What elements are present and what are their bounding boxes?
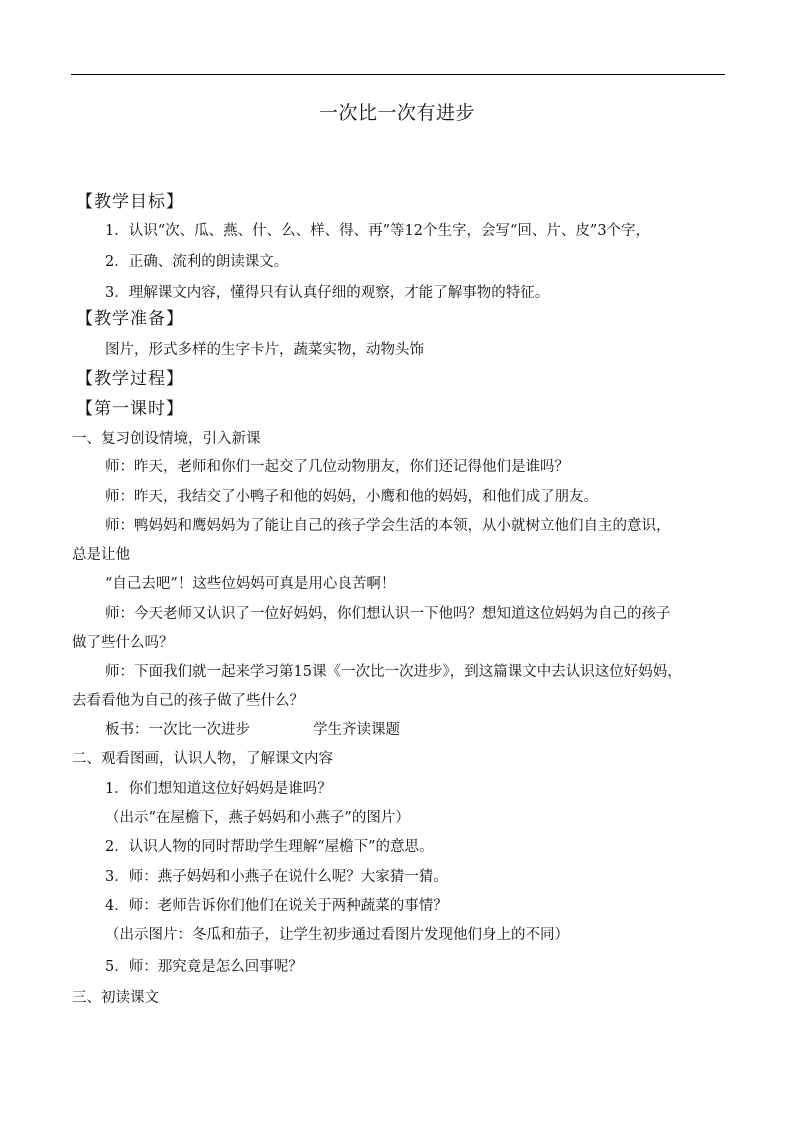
board-writing-action: 学生齐读课题: [313, 722, 400, 738]
section-1-line-9: 去看看他为自己的孩子做了些什么？: [72, 693, 304, 709]
section-2-line-1: 1．你们想知道这位好妈妈是谁吗？: [105, 781, 332, 797]
document-title: 一次比一次有进步: [318, 102, 475, 124]
section-1-line-4: 总是让他: [72, 547, 130, 563]
section-2-line-7: 5．师：那究竟是怎么回事呢？: [105, 959, 303, 975]
section-2-line-6: （出示图片：冬瓜和茄子，让学生初步通过看图片发现他们身上的不同）: [105, 927, 569, 943]
section-1-line-5: “自己去吧”！这些位妈妈可真是用心良苦啊！: [105, 576, 396, 592]
section-1-line-1: 师：昨天，老师和你们一起交了几位动物朋友，你们还记得他们是谁吗？: [105, 459, 569, 475]
header-rule: [71, 74, 725, 75]
section-2-title: 二、观看图画，认识人物，了解课文内容: [72, 751, 333, 767]
section-2-line-2: （出示“在屋檐下，燕子妈妈和小燕子”的图片）: [105, 810, 410, 826]
section-1-line-8: 师：下面我们就一起来学习第15课《一次比一次进步》，到这篇课文中去认识这位好妈妈，: [105, 664, 682, 680]
goal-item-3: 3．理解课文内容，懂得只有认真仔细的观察，才能了解事物的特征。: [105, 285, 550, 301]
board-writing-label: 板书：一次比一次进步: [105, 722, 250, 738]
heading-lesson-one: 【第一课时】: [76, 399, 184, 419]
heading-teaching-prep: 【教学准备】: [76, 309, 184, 329]
section-3-title: 三、初读课文: [72, 990, 159, 1006]
heading-teaching-process: 【教学过程】: [76, 369, 184, 389]
section-1-line-3: 师：鸭妈妈和鹰妈妈为了能让自己的孩子学会生活的本领，从小就树立他们自主的意识，: [105, 518, 671, 534]
section-2-line-5: 4．师：老师告诉你们他们在说关于两种蔬菜的事情？: [105, 898, 448, 914]
goal-item-1: 1．认识“次、瓜、燕、什、么、样、得、再”等12个生字，会写“回、片、皮”3个字，: [105, 223, 651, 239]
goal-item-2: 2．正确、流利的朗读课文。: [105, 254, 289, 270]
section-1-line-7: 做了些什么吗？: [72, 635, 174, 651]
section-1-line-6: 师：今天老师又认识了一位好妈妈，你们想认识一下他吗？想知道这位妈妈为自己的孩子: [105, 606, 671, 622]
section-1-line-2: 师：昨天，我结交了小鸭子和他的妈妈，小鹰和他的妈妈，和他们成了朋友。: [105, 489, 598, 505]
section-2-line-4: 3．师：燕子妈妈和小燕子在说什么呢？大家猜一猜。: [105, 869, 448, 885]
section-2-line-3: 2．认识人物的同时帮助学生理解“屋檐下”的意思。: [105, 839, 434, 855]
prep-text: 图片，形式多样的生字卡片，蔬菜实物，动物头饰: [105, 342, 424, 358]
section-1-title: 一、复习创设情境，引入新课: [72, 431, 261, 447]
heading-teaching-goals: 【教学目标】: [76, 192, 184, 212]
